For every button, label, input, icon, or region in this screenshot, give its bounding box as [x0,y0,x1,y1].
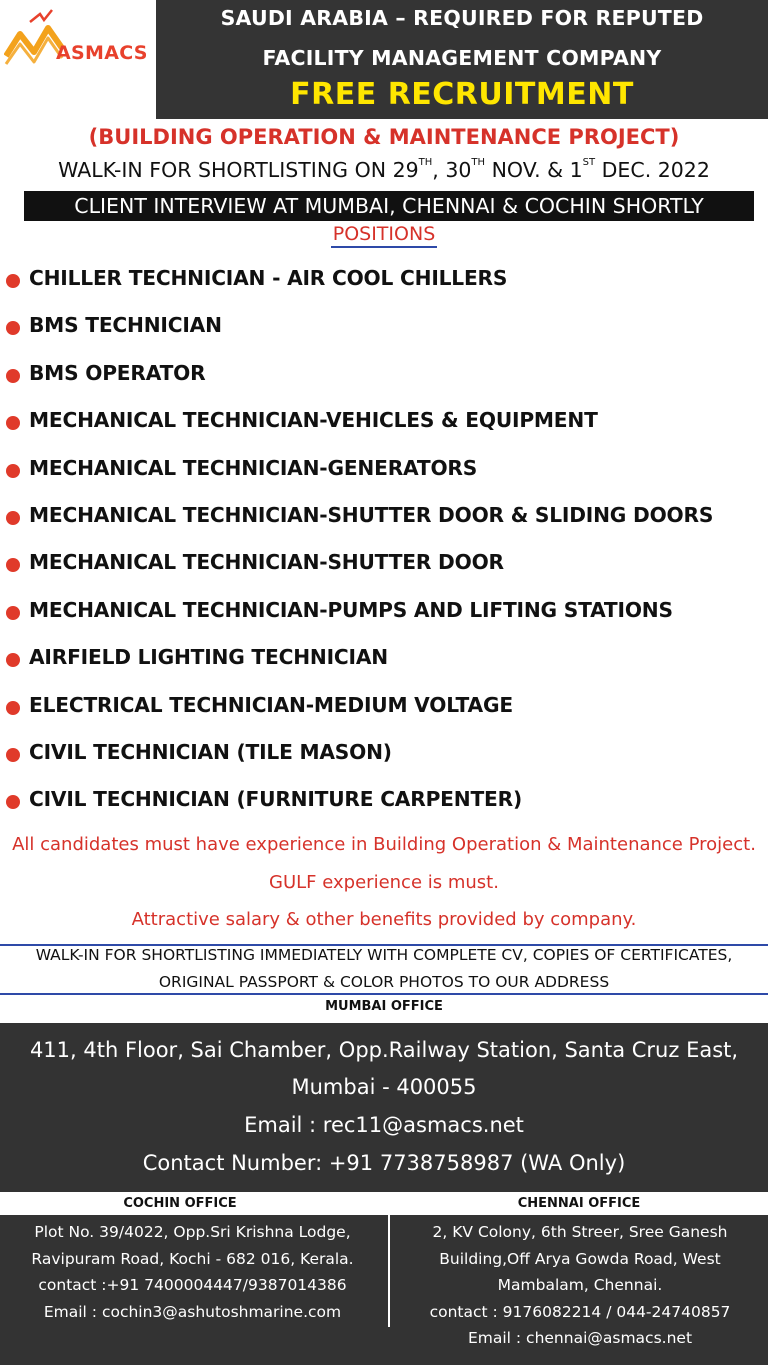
position-label: BMS TECHNICIAN [29,313,222,338]
chennai-contact[interactable]: contact : 9176082214 / 044-24740857 [429,1302,731,1321]
cochin-address: Plot No. 39/4022, Opp.Sri Krishna Lodge, [34,1223,351,1241]
cochin-email[interactable]: Email : cochin3@ashutoshmarine.com [43,1302,342,1321]
bullet-icon [6,606,20,620]
headline-free-recruitment: FREE RECRUITMENT [290,77,634,112]
cochin-address: Ravipuram Road, Kochi - 682 016, Kerala. [31,1249,354,1268]
list-item [0,785,768,832]
bullet-icon [6,701,20,715]
bullet-icon [6,464,20,478]
experience-requirement: All candidates must have experience in Building Operation & Maintenance Project. [12,834,756,855]
list-item [0,311,768,358]
list-item [0,691,768,738]
bullet-icon [6,274,20,288]
positions-list [0,264,768,833]
logo [0,0,156,119]
list-item [0,738,768,785]
mumbai-office-panel [0,1023,768,1192]
headline-country: SAUDI ARABIA – REQUIRED FOR REPUTED [220,6,704,30]
gulf-requirement: GULF experience is must. [269,872,499,893]
client-interview-banner: CLIENT INTERVIEW AT MUMBAI, CHENNAI & COCHIN SHORTLY [24,191,754,221]
mumbai-address: 411, 4th Floor, Sai Chamber, Opp.Railway Station, Santa Cruz East, [29,1038,739,1062]
list-item [0,501,768,548]
mumbai-office-title: MUMBAI OFFICE [325,999,443,1014]
list-item [0,359,768,406]
divider [0,993,768,995]
bullet-icon [6,416,20,430]
list-item [0,406,768,453]
bullet-icon [6,795,20,809]
date-suffix: TH [418,157,433,168]
cochin-office-details [0,1219,385,1325]
position-label: MECHANICAL TECHNICIAN-PUMPS AND LIFTING STATIONS [29,597,673,622]
walkin-dates-part: DEC. 2022 [595,158,710,182]
list-item [0,548,768,595]
header [0,0,768,119]
date-suffix: ST [582,157,596,168]
chennai-email[interactable]: Email : chennai@asmacs.net [467,1329,693,1347]
positions-heading-text: POSITIONS [331,223,438,248]
project-title: (BUILDING OPERATION & MAINTENANCE PROJECT) [88,125,680,149]
list-item [0,643,768,690]
positions-heading [0,223,768,248]
cochin-contact[interactable]: contact :+91 7400004447/9387014386 [38,1276,347,1294]
position-label: CIVIL TECHNICIAN (TILE MASON) [29,739,392,764]
header-banner [156,0,768,119]
walkin-dates-part: WALK-IN FOR SHORTLISTING ON 29 [58,158,419,182]
position-label: ELECTRICAL TECHNICIAN-MEDIUM VOLTAGE [29,692,513,717]
mumbai-email[interactable]: Email : rec11@asmacs.net [244,1113,524,1137]
chennai-address: Building,Off Arya Gowda Road, West [439,1249,721,1268]
logo-text: ASMACS [56,42,148,64]
bullet-icon [6,653,20,667]
position-label: MECHANICAL TECHNICIAN-SHUTTER DOOR [29,550,504,575]
chennai-office-title: CHENNAI OFFICE [517,1196,641,1211]
chennai-office-details [392,1219,768,1352]
date-suffix: TH [471,157,486,168]
list-item [0,596,768,643]
salary-note: Attractive salary & other benefits provided by company. [131,909,637,930]
position-label: MECHANICAL TECHNICIAN-GENERATORS [29,455,478,480]
position-label: BMS OPERATOR [29,360,206,385]
position-label: AIRFIELD LIGHTING TECHNICIAN [29,645,388,670]
chennai-address: Mambalam, Chennai. [497,1276,663,1294]
position-label: MECHANICAL TECHNICIAN-VEHICLES & EQUIPMENT [29,408,598,433]
column-divider [388,1215,390,1327]
headline-company: FACILITY MANAGEMENT COMPANY [262,46,662,70]
position-label: MECHANICAL TECHNICIAN-SHUTTER DOOR & SLIDING DOORS [29,502,714,527]
bullet-icon [6,748,20,762]
position-label: CIVIL TECHNICIAN (FURNITURE CARPENTER) [29,787,522,812]
bullet-icon [6,321,20,335]
bullet-icon [6,369,20,383]
instructions-line: WALK-IN FOR SHORTLISTING IMMEDIATELY WITH COMPLETE CV, COPIES OF CERTIFICATES, [35,946,733,964]
walkin-dates-part: NOV. & 1 [485,158,583,182]
instructions-line: ORIGINAL PASSPORT & COLOR PHOTOS TO OUR ADDRESS [158,973,610,991]
walkin-dates-part: , 30 [432,158,472,182]
position-label: CHILLER TECHNICIAN - AIR COOL CHILLERS [29,266,508,290]
cochin-office-title: COCHIN OFFICE [123,1196,237,1211]
walkin-dates [0,158,768,182]
list-item [0,454,768,501]
mumbai-contact[interactable]: Contact Number: +91 7738758987 (WA Only) [142,1151,626,1175]
mumbai-city: Mumbai - 400055 [291,1075,477,1099]
chennai-address: 2, KV Colony, 6th Streer, Sree Ganesh [432,1223,728,1241]
bullet-icon [6,511,20,525]
bullet-icon [6,558,20,572]
list-item [0,264,768,311]
